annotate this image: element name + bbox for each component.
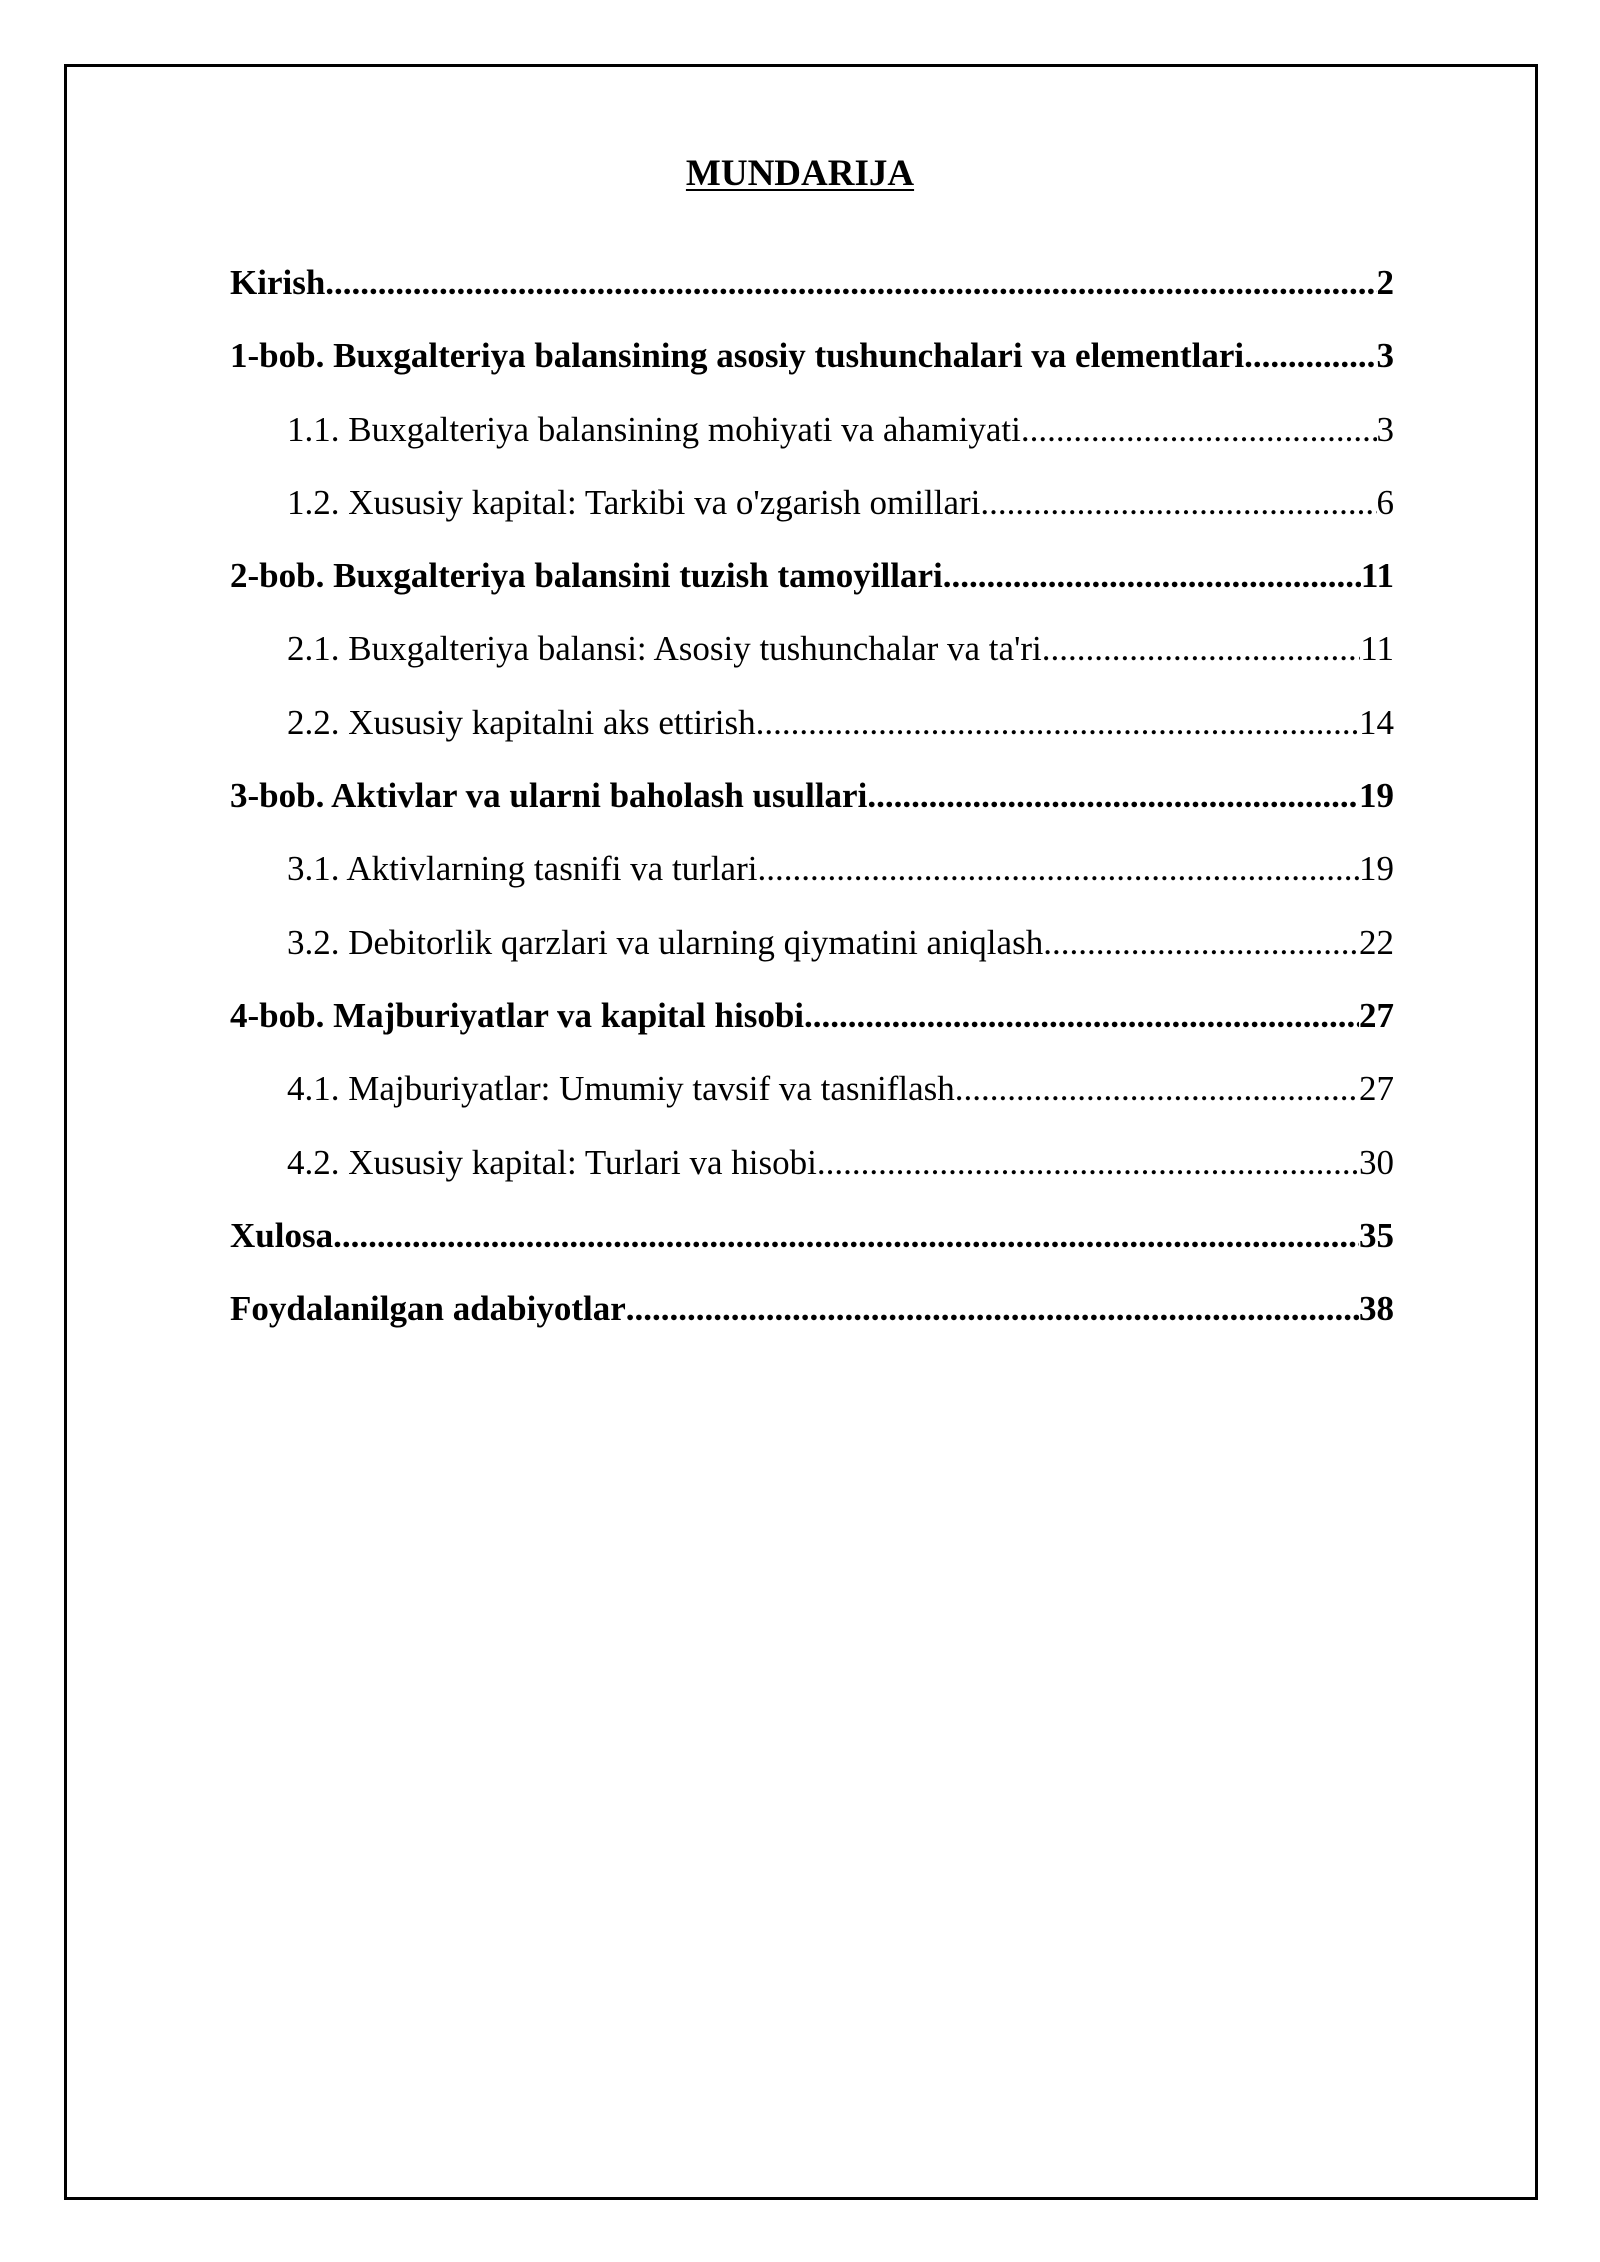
toc-entry[interactable] — [230, 774, 1394, 847]
toc-entry-page: 11 — [1360, 556, 1394, 596]
toc-entry[interactable] — [230, 1287, 1394, 1360]
toc-entry-label: 3.1. Aktivlarning tasnifi va turlari — [287, 849, 758, 889]
toc-entry-page: 19 — [1359, 776, 1394, 816]
toc-entry-label: 4.2. Xususiy kapital: Turlari va hisobi — [287, 1142, 817, 1182]
toc-entry[interactable] — [230, 701, 1394, 774]
toc-entry-page: 38 — [1359, 1289, 1394, 1329]
toc-entry-page: 27 — [1359, 995, 1394, 1035]
toc-entry-label: 1.2. Xususiy kapital: Tarkibi va o'zgarish omillari — [287, 482, 981, 522]
toc-entry-page: 6 — [1376, 482, 1394, 522]
toc-entry[interactable] — [230, 921, 1394, 994]
toc-entry[interactable] — [230, 1141, 1394, 1214]
toc-entry[interactable] — [230, 1067, 1394, 1140]
dot-leader — [1043, 921, 1359, 965]
dot-leader — [817, 1141, 1359, 1185]
toc-entry-page: 3 — [1376, 336, 1394, 376]
toc-title: MUNDARIJA — [685, 153, 915, 194]
toc-entry[interactable] — [230, 261, 1394, 334]
toc-entry[interactable] — [230, 1214, 1394, 1287]
toc-entry-label: 1-bob. Buxgalteriya balansining asosiy tushunchalari va elementlari — [230, 336, 1245, 376]
dot-leader — [1042, 627, 1361, 671]
toc-entry-page: 27 — [1359, 1069, 1394, 1109]
dot-leader — [333, 1214, 1359, 1258]
dot-leader — [1244, 334, 1376, 378]
dot-leader — [757, 847, 1359, 891]
toc-entry-label: 3-bob. Aktivlar va ularni baholash usullari — [230, 776, 868, 816]
toc-entry[interactable] — [230, 554, 1394, 627]
toc-entry-page: 11 — [1360, 629, 1394, 669]
dot-leader — [626, 1287, 1359, 1331]
toc-entry[interactable] — [230, 847, 1394, 920]
toc-entry[interactable] — [230, 994, 1394, 1067]
toc-entry-page: 30 — [1359, 1142, 1394, 1182]
toc-entry-label: Kirish — [230, 263, 326, 302]
toc-entry-page: 19 — [1359, 849, 1394, 889]
toc-entry-label: 4-bob. Majburiyatlar va kapital hisobi — [230, 995, 805, 1035]
toc-entry-page: 2 — [1376, 263, 1394, 302]
toc-entry-page: 3 — [1376, 409, 1394, 449]
toc-entry-label: 1.1. Buxgalteriya balansining mohiyati va ahamiyati — [287, 409, 1021, 449]
toc-entry-label: Xulosa — [230, 1215, 334, 1255]
toc-entry[interactable] — [230, 334, 1394, 407]
toc-entry[interactable] — [230, 408, 1394, 481]
toc-entry-label: 4.1. Majburiyatlar: Umumiy tavsif va tasniflash — [287, 1069, 955, 1109]
toc-entry[interactable] — [230, 627, 1394, 700]
dot-leader — [867, 774, 1359, 818]
toc-entry-page: 35 — [1359, 1215, 1394, 1255]
toc-entry-label: 2.1. Buxgalteriya balansi: Asosiy tushunchalar va ta'ri — [287, 629, 1042, 669]
toc-entry-label: 2.2. Xususiy kapitalni aks ettirish — [287, 702, 756, 742]
dot-leader — [955, 1067, 1359, 1111]
toc-entry-label: Foydalanilgan adabiyotlar — [230, 1289, 626, 1329]
dot-leader — [980, 481, 1376, 525]
table-of-contents — [230, 261, 1394, 1360]
toc-entry-page: 22 — [1359, 922, 1394, 962]
dot-leader — [1021, 408, 1377, 452]
toc-entry-page: 14 — [1359, 702, 1394, 742]
dot-leader — [943, 554, 1361, 598]
toc-entry-label: 3.2. Debitorlik qarzlari va ularning qiymatini aniqlash — [287, 922, 1044, 962]
dot-leader — [756, 701, 1359, 745]
dot-leader — [325, 261, 1376, 305]
toc-entry[interactable] — [230, 481, 1394, 554]
toc-entry-label: 2-bob. Buxgalteriya balansini tuzish tamoyillari — [230, 556, 943, 596]
dot-leader — [804, 994, 1359, 1038]
